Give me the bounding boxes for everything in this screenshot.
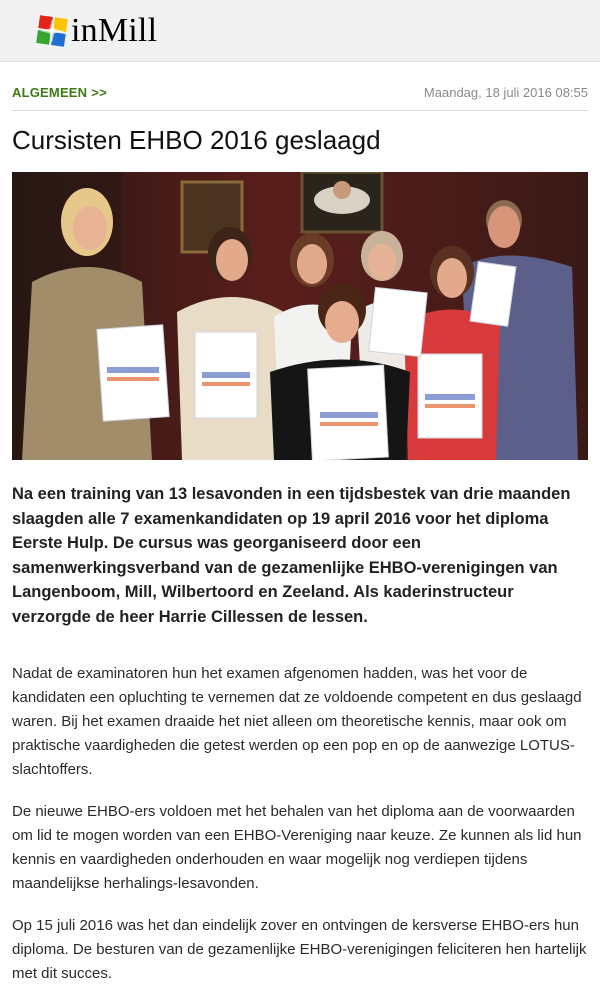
article-paragraph: De nieuwe EHBO-ers voldoen met het behalen van het diploma aan de voorwaarden om lid te mogen worden van een EHBO-Vereniging naar keuze. Ze kunnen als lid hun kennis en vaardigheden onderhouden en waar mogelijk nog verdiepen tijdens maandelijkse herhalings-lesavonden. (12, 803, 582, 892)
pinwheel-logo-icon (36, 15, 68, 47)
article-date: Maandag, 18 juli 2016 08:55 (423, 85, 588, 100)
meta-divider (12, 110, 588, 111)
group-photo-illustration (12, 172, 588, 460)
article-meta (12, 82, 588, 104)
article-paragraph: Op 15 juli 2016 was het dan eindelijk zover en ontvingen de kersverse EHBO-ers hun diploma. De besturen van de gezamenlijke EHBO-verenigingen feliciteren hen hartelijk met dit succes. (12, 917, 587, 982)
article-title: Cursisten EHBO 2016 geslaagd (12, 125, 381, 155)
category-link[interactable] (12, 85, 107, 100)
site-header (0, 0, 600, 62)
article-photo (12, 172, 588, 460)
site-logo[interactable] (36, 11, 157, 51)
category-arrows: >> (91, 85, 107, 100)
article-paragraph: Nadat de examinatoren hun het examen afgenomen hadden, was het voor de kandidaten een opluchting te vernemen dat ze voldoende competent en dus geslaagd waren. Bij het examen draaide het niet alleen om theoretische kennis, maar ook om praktische vaardigheden die getest werden op een pop en op de aanwezige LOTUS-slachtoffers. (12, 665, 582, 778)
category-label: ALGEMEEN (12, 85, 88, 100)
logo-text: inMill (71, 12, 158, 49)
article-lead: Na een training van 13 lesavonden in een tijdsbestek van drie maanden slaagden alle 7 examenkandidaten op 19 april 2016 voor het diploma Eerste Hulp. De cursus was georganiseerd door een samenwerkingsverband van de gezamenlijke EHBO-verenigingen van Langenboom, Mill, Wilbertoord en Zeeland. Als kaderinstructeur verzorgde de heer Harrie Cillessen de lessen. (12, 485, 571, 626)
